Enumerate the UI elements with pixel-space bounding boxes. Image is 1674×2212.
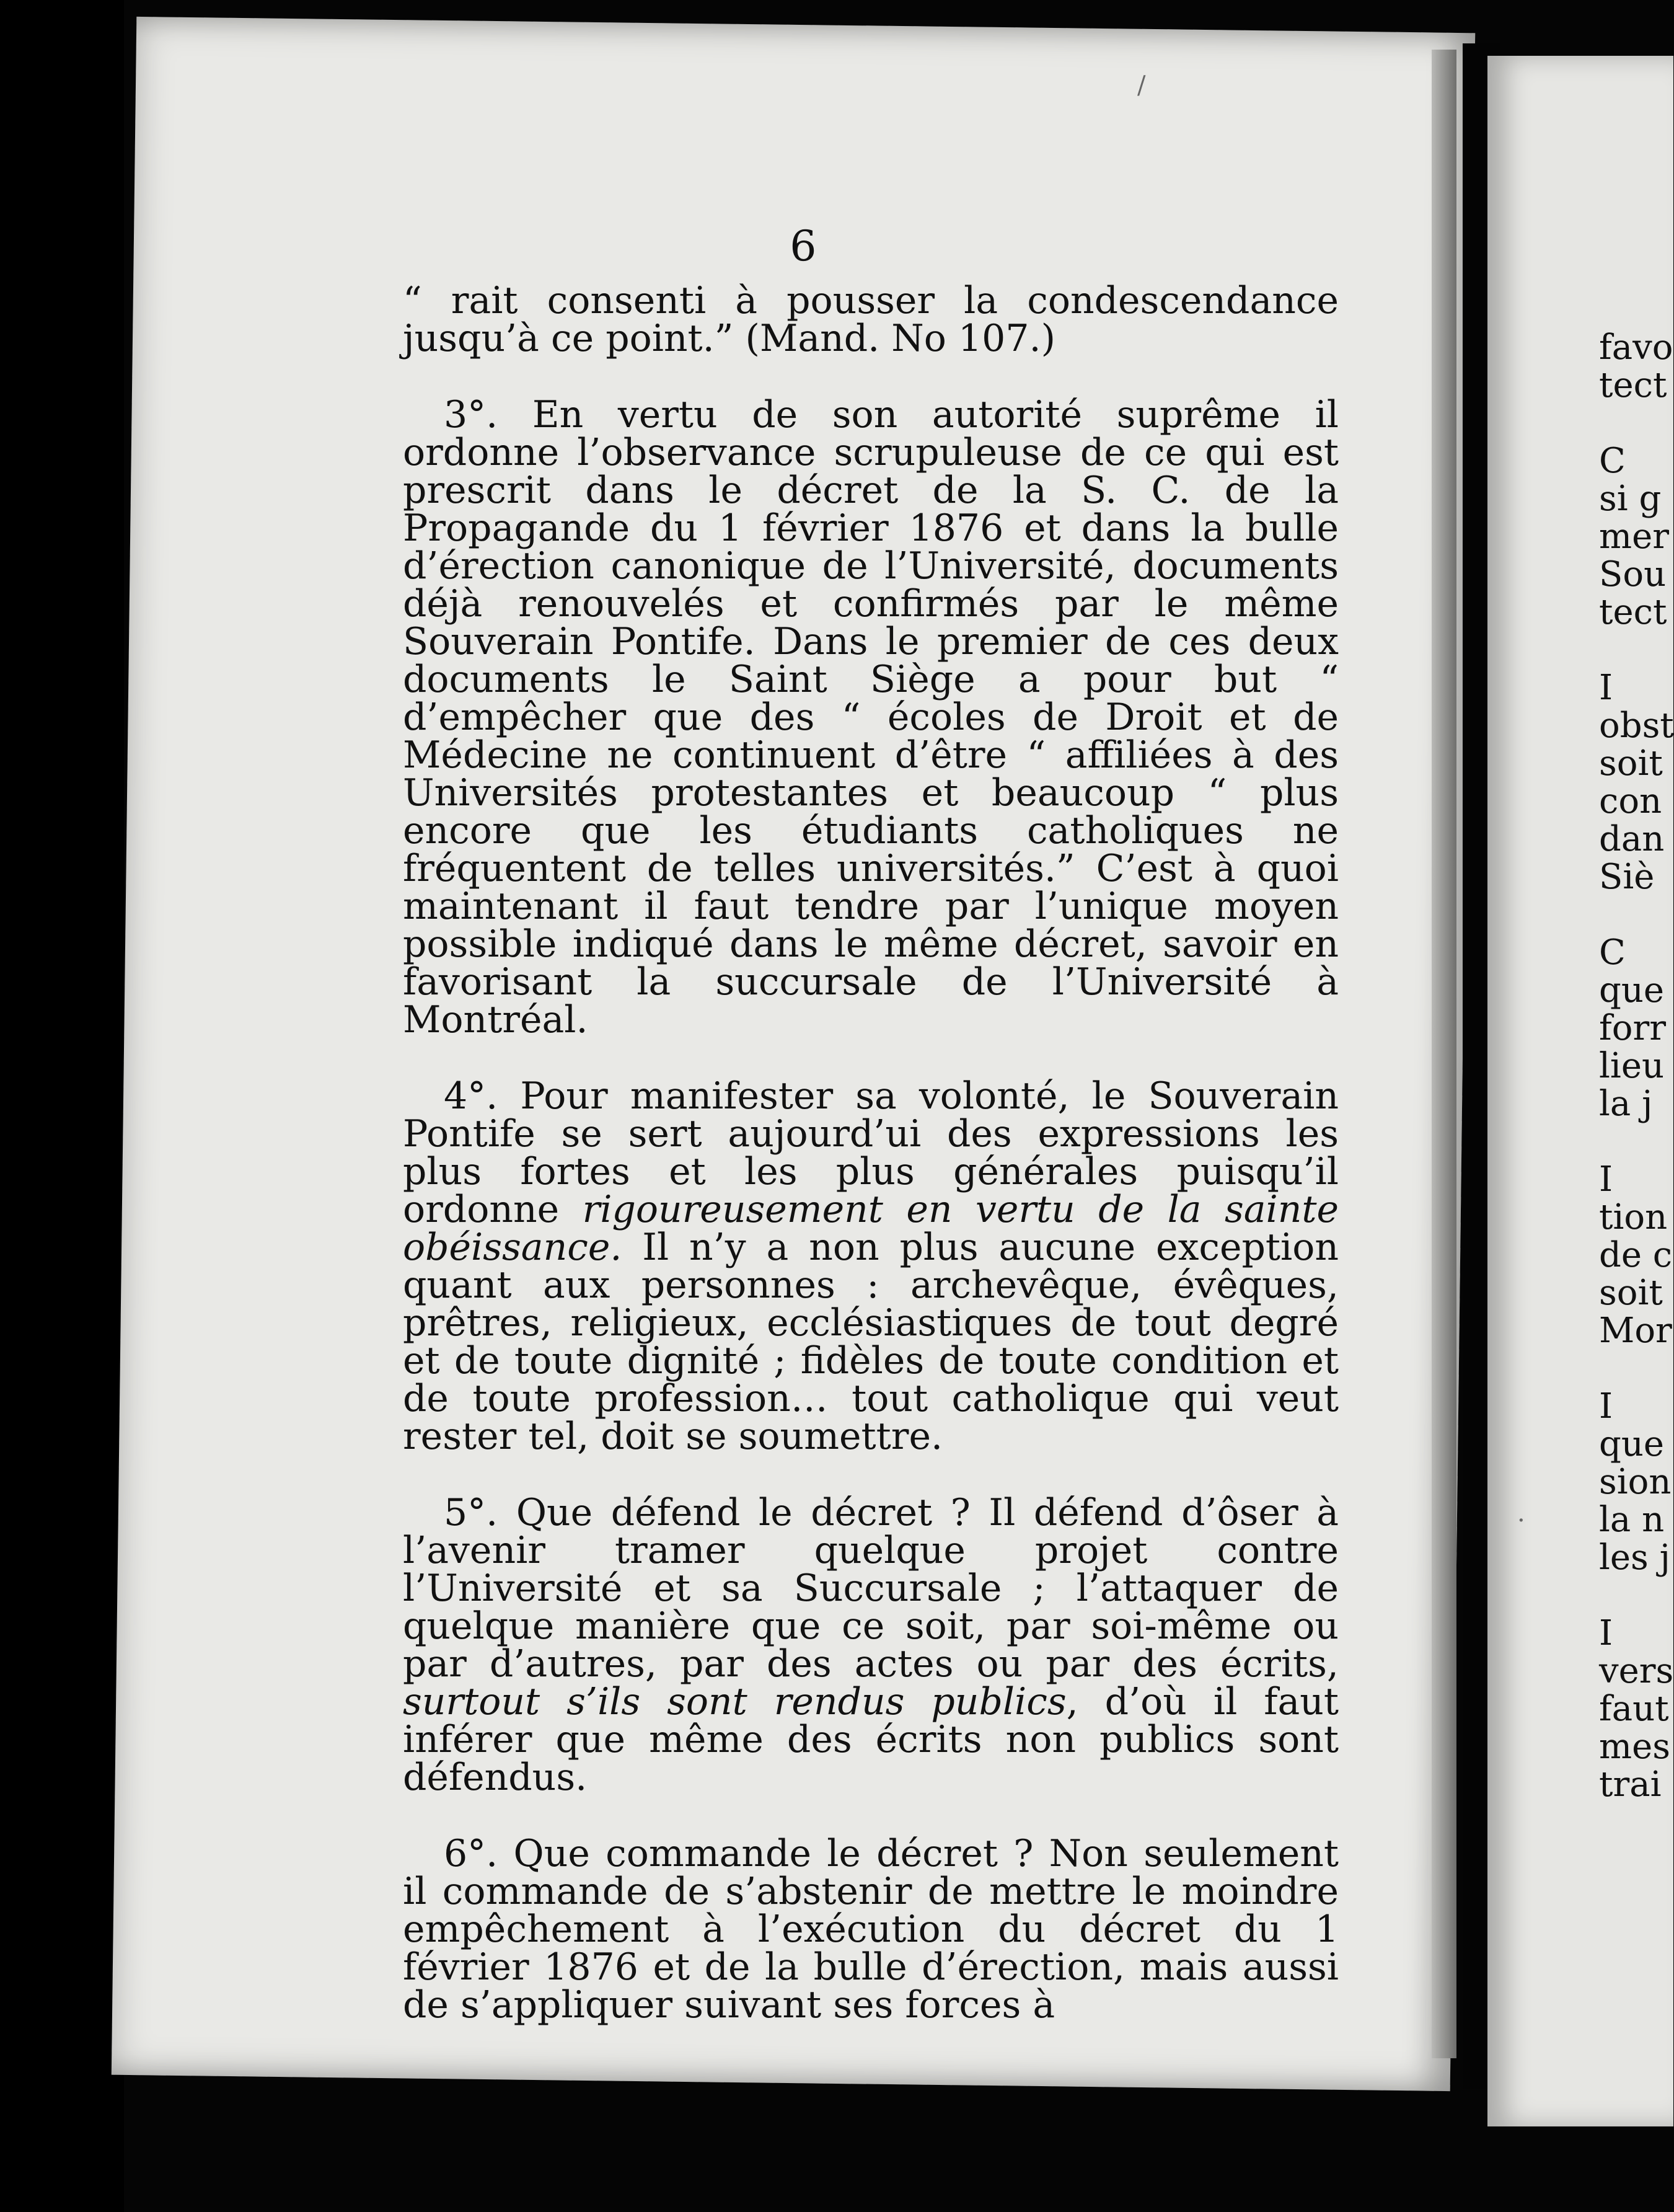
page-edge-shadow	[1432, 50, 1456, 2058]
facing-page-fragment: sion	[1599, 1462, 1672, 1502]
facing-page-gap	[1599, 896, 1673, 934]
facing-page-fragment: I	[1599, 1159, 1613, 1200]
facing-page-fragment: de c	[1599, 1235, 1673, 1275]
body-text	[403, 279, 1339, 2027]
paragraph-6: 6°. Que commande le décret ? Non seulement il commande de s’abstenir de mettre le moindre empêchement à l’exécution du décret du 1 février 1876 et de la bulle d’érection, mais aussi de s’appliquer suivant ses forces à	[403, 1832, 1339, 2027]
facing-page-fragment: la j	[1599, 1084, 1653, 1124]
facing-page-fragment: soit	[1599, 743, 1663, 784]
facing-page-fragment: soit	[1599, 1273, 1663, 1313]
facing-page-fragment: I	[1599, 1386, 1613, 1427]
facing-page-fragment: vers	[1599, 1651, 1674, 1691]
paragraph-3: 3°. En vertu de son autorité suprême il ordonne l’observance scrupuleuse de ce qui est prescrit dans le décret de la S. C. de la Propagande du 1 février 1876 et dans la bulle d’érection canonique de l’Université, documents déjà renouvelés et confirmés par le même Souverain Pontife. Dans le premier de ces deux documents le Saint Siège a pour but “ d’empêcher que des “ écoles de Droit et de Médecine ne continuent d’être “ affiliées à des Universités protestantes et beaucoup “ plus encore que les étudiants catholiques ne fréquentent de telles universités.” C’est à quoi maintenant il faut tendre par l’unique moyen possible indiqué dans le même décret, savoir en favorisant la succursale de l’Université à Montréal.	[403, 393, 1339, 1042]
facing-page-gap	[1599, 404, 1673, 442]
paragraph-5-text-after: , d’où il faut inférer que même des écrits non publics sont défendus.	[403, 1680, 1339, 1799]
facing-page-fragment: trai	[1599, 1764, 1662, 1805]
paragraph-4-text-before: 4°. Pour manifester sa volonté, le Souverain Pontife se sert aujourd’ui des expressions les plus fortes et les plus générales puisqu’il ordonne	[403, 1074, 1339, 1231]
facing-page-gap	[1599, 1350, 1673, 1387]
facing-page-fragment: la n	[1599, 1500, 1665, 1540]
paragraph-4	[403, 1074, 1339, 1458]
facing-page-fragment: I	[1599, 668, 1613, 708]
scan-speck: /	[1137, 71, 1146, 100]
facing-page-fragment: lieu	[1599, 1046, 1665, 1086]
facing-page-fragment: tion	[1599, 1197, 1668, 1237]
page-number: 6	[789, 221, 817, 272]
paragraph-5-italic: surtout s’ils sont rendus publics	[403, 1680, 1067, 1723]
scan-speck: ·	[1517, 1506, 1525, 1535]
facing-page-fragment: Siè	[1599, 857, 1655, 897]
paragraph-5-text-before: 5°. Que défend le décret ? Il défend d’ôser à l’avenir tramer quelque projet contre l’Université et sa Succursale ; l’attaquer de quelque manière que ce soit, par soi-même ou par d’autres, par des actes ou par des écrits,	[403, 1491, 1339, 1686]
facing-page-fragment: favo	[1599, 327, 1673, 368]
facing-page-fragment: mer	[1599, 516, 1670, 557]
facing-page-gap	[1599, 1577, 1673, 1614]
facing-page-gap	[1599, 1123, 1673, 1161]
facing-page-fragment: mes	[1599, 1727, 1670, 1767]
facing-page-fragment: dan	[1599, 819, 1665, 859]
scan-left-margin	[0, 0, 124, 2212]
facing-page-fragment: forr	[1599, 1008, 1666, 1048]
facing-page-fragment: Sou	[1599, 554, 1667, 595]
paragraph-5	[403, 1491, 1339, 1799]
paragraph-4-italic: rigoureusement en vertu de la sainte obéissance.	[403, 1188, 1339, 1269]
paragraph-4-text-after: Il n’y a non plus aucune exception quant aux personnes : archevêque, évêques, prêtres, religieux, ecclésiastiques de tout degré et de toute dignité ; fidèles de toute condition et de toute profession… tout catholique qui veut rester tel, doit se soumettre.	[403, 1226, 1339, 1458]
facing-page-fragment: I	[1599, 1613, 1613, 1653]
facing-page-fragment: obst	[1599, 706, 1674, 746]
facing-page-fragment: tect	[1599, 592, 1667, 632]
facing-page-fragment: les j	[1599, 1537, 1670, 1578]
paragraph-continuation: “ rait consenti à pousser la condescendance jusqu’à ce point.” (Mand. No 107.)	[403, 279, 1339, 360]
facing-page-fragment: C	[1599, 932, 1626, 973]
facing-page-fragment: si g	[1599, 479, 1662, 519]
facing-page-fragment: con	[1599, 781, 1662, 821]
facing-page-fragment: tect	[1599, 365, 1667, 405]
facing-page-fragment: faut	[1599, 1689, 1669, 1729]
facing-page-gap	[1599, 631, 1673, 669]
facing-page-fragment: Mor	[1599, 1311, 1672, 1351]
facing-page-fragment: C	[1599, 441, 1626, 481]
facing-page-text-fragments	[1599, 329, 1673, 1803]
facing-page-fragment: que	[1599, 1424, 1665, 1464]
facing-page-fragment: que	[1599, 970, 1665, 1011]
